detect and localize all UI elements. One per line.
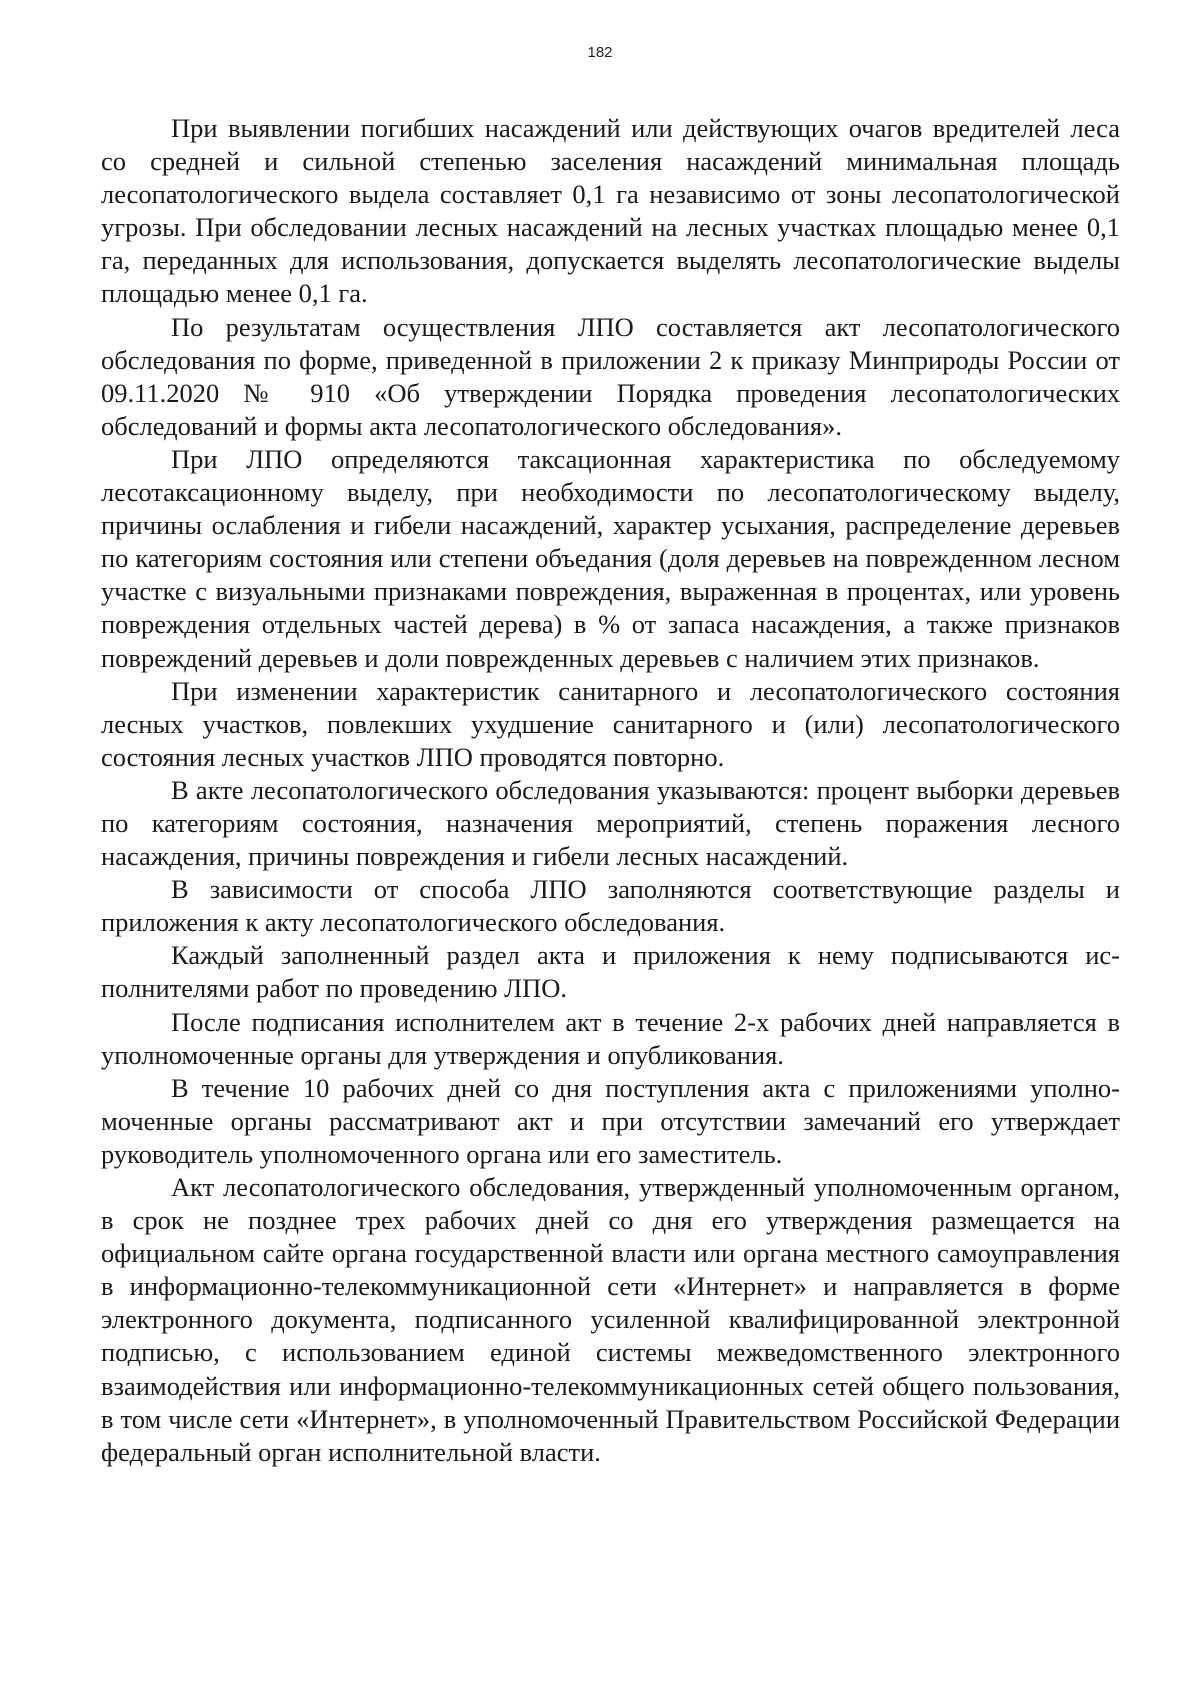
- paragraph-act-contents: В акте лесопатологического обследования указываются: процент выборки деревьев по категориям состояния, назначения мероприятий, степень поражения лесного насаждения, причины повреждения и гибели лесных насаждений.: [101, 774, 1120, 872]
- paragraph-repeat-survey: При изменении характеристик санитарного и лесопатологического состояния лесных участков, повлекших ухудшение санитарного и (или) лесопатологического состояния лесных участков ЛПО проводятся повторно.: [101, 675, 1120, 772]
- page-number: 182: [587, 44, 613, 61]
- paragraph-minimum-area: При выявлении погибших насаждений или действующих очагов вредителей леса со средней и сильной степенью заселения насаждений минимальная площадь лесопатологического выдела составляет 0,1 га независимо от зоны лесопатологической угрозы. При обследовании лесных насаждений на лесных участках площадью менее 0,1 га, переданных для использования, допускается выделять лесопатологические выделы площадью менее 0,1 га.: [101, 113, 1120, 309]
- paragraph-approval: В течение 10 рабочих дней со дня поступления акта с приложениями уполномоченные органы рассматривают акт и при отсутствии замечаний его утверждает руководитель уполномоченного органа или его заместитель.: [101, 1072, 1120, 1169]
- paragraph-determined-characteristics: При ЛПО определяются таксационная характеристика по обследуемому лесотаксационному выделу, при необходимости по лесопатологическому выделу, причины ослабления и гибели насаждений, характер усыхания, распределение деревьев по категориям состояния или степени объедания (доля деревьев на поврежденном лесном участке с визуальными признаками повреждения, выраженная в процентах, или уровень повреждения отдельных частей дерева) в % от запаса насаждения, а также признаков повреждений деревьев и доли поврежденных деревьев с наличием этих признаков.: [101, 443, 1120, 673]
- paragraph-submission: После подписания исполнителем акт в течение 2-х рабочих дней направляется в уполномоченные органы для утверждения и опубликования.: [101, 1006, 1120, 1070]
- paragraph-sections-filled: В зависимости от способа ЛПО заполняются соответствующие разделы и приложения к акту лесопатологического обследования.: [101, 874, 1120, 938]
- paragraph-publication: Акт лесопатологического обследования, утвержденный уполномоченным органом, в срок не позднее трех рабочих дней со дня его утверждения размещается на официальном сайте органа государственной власти или органа местного самоуправления в информационно-телекоммуникационной сети «Интернет» и направляется в форме электронного документа, подписанного усиленной квалифицированной электронной подписью, с использованием единой системы межведомственного электронного взаимодействия или информационно-телекоммуникационных сетей общего пользования, в том числе сети «Интернет», в уполномоченный Правительством Российской Федерации федеральный орган исполнительной власти.: [101, 1172, 1120, 1467]
- document-body: [101, 112, 1120, 1469]
- paragraph-signing: Каждый заполненный раздел акта и приложения к нему подписываются исполнителями работ по проведению ЛПО.: [101, 940, 1120, 1004]
- paragraph-survey-act-form: По результатам осуществления ЛПО составляется акт лесопатологического обследования по форме, приведенной в приложении 2 к приказу Минприроды России от 09.11.2020 № 910 «Об утверждении Порядка проведения лесопатологических обследований и формы акта лесопатологического обследования».: [101, 311, 1120, 441]
